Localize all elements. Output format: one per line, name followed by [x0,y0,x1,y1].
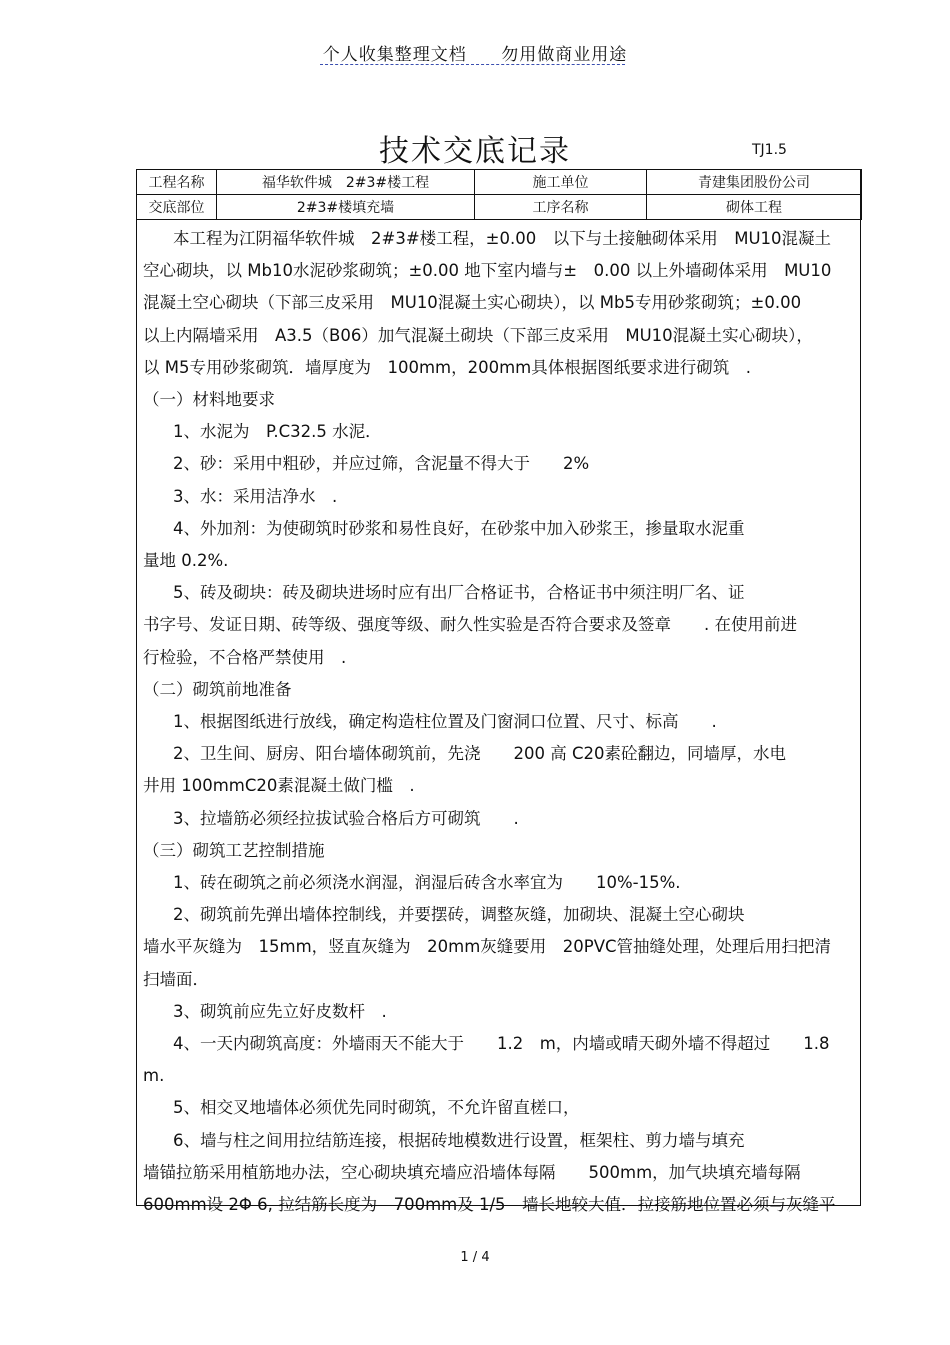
content-line: 书字号、发证日期、砖等级、强度等级、耐久性实验是否符合要求及签章 . 在使用前进 [143,615,797,635]
content-line: 3、拉墙筋必须经拉拔试验合格后方可砌筑 . [173,808,519,828]
page-number: 1 / 4 [460,1250,490,1265]
content-line: 量地 0.2%. [143,551,229,571]
section-heading: （三）砌筑工艺控制措施 [143,840,325,860]
content-line: 5、相交叉地墙体必须优先同时砌筑，不允许留直槎口， [173,1098,580,1118]
section-heading: （二）砌筑前地准备 [143,679,292,699]
content-line: 混凝土空心砌块（下部三皮采用 MU10混凝土实心砌块），以 Mb5专用砂浆砌筑；±0.00 [143,293,802,313]
disclosure-content [143,223,863,1221]
content-line: 以上内隔墙采用 A3.5（B06）加气混凝土砌块（下部三皮采用 MU10混凝土实心砌块）， [143,325,813,345]
content-line: 井用 100mmC20素混凝土做门槛 . [143,776,415,796]
content-line: 以 M5专用砂浆砌筑．墙厚度为 100mm，200mm具体根据图纸要求进行砌筑 . [143,357,752,377]
section-heading: （一）材料地要求 [143,390,275,410]
content-line: 5、砖及砌块：砖及砌块进场时应有出厂合格证书，合格证书中须注明厂名、证 [173,583,745,603]
content-line: 空心砌块，以 Mb10水泥砂浆砌筑；±0.00 地下室内墙与± 0.00 以上外墙砌体采用 MU10 [143,261,832,281]
content-line: 墙水平灰缝为 15mm，竖直灰缝为 20mm灰缝要用 20PVC管抽缝处理，处理后用扫把清 [143,937,832,957]
content-line: 4、外加剂：为使砌筑时砂浆和易性良好，在砂浆中加入砂浆王，掺量取水泥重 [173,518,745,538]
content-line: 墙锚拉筋采用植筋地办法，空心砌块填充墙应沿墙体每隔 500mm，加气块填充墙每隔 [143,1162,801,1182]
content-line: 1、根据图纸进行放线，确定构造柱位置及门窗洞口位置、尺寸、标高 . [173,712,717,732]
label-project-name: 工程名称 [137,170,217,195]
content-line: 1、水泥为 P.C32.5 水泥． [173,422,382,442]
content-line: 3、砌筑前应先立好皮数杆 . [173,1001,387,1021]
table-row [137,170,862,195]
content-line: 4、一天内砌筑高度：外墙雨天不能大于 1.2 m，内墙或晴天砌外墙不得超过 1.8 [173,1034,830,1054]
info-table [136,169,862,220]
content-line: 3、水：采用洁净水 . [173,486,338,506]
content-line: 行检验，不合格严禁使用 . [143,647,347,667]
content-line: 6、墙与柱之间用拉结筋连接，根据砖地模数进行设置，框架柱、剪力墙与填充 [173,1130,745,1150]
value-location: 2#3#楼填充墙 [217,195,475,220]
content-line: 2、砂：采用中粗砂，并应过筛，含泥量不得大于 2% [173,454,590,474]
content-line: 2、卫生间、厨房、阳台墙体砌筑前，先浇 200 高 C20素砼翻边，同墙厚，水电 [173,744,786,764]
content-line: 本工程为江阴福华软件城 2#3#楼工程，±0.00 以下与土接触砌体采用 MU10混凝土 [173,229,832,248]
content-line: 2、砌筑前先弹出墙体控制线，并要摆砖，调整灰缝，加砌块、混凝土空心砌块 [173,905,745,925]
value-process: 砌体工程 [647,195,862,220]
value-project-name: 福华软件城 2#3#楼工程 [217,170,475,195]
label-process: 工序名称 [475,195,647,220]
document-header-note [0,40,950,65]
content-line: 扫墙面． [143,969,209,989]
document-code: TJ1.5 [752,142,787,158]
content-line: 1、砖在砌筑之前必须浇水润湿，润湿后砖含水率宜为 10%-15%. [173,873,681,893]
header-note-left: 个人收集整理文档 [322,45,467,65]
content-line: m. [143,1066,165,1086]
header-underline [320,64,625,65]
label-contractor: 施工单位 [475,170,647,195]
page-title: 技术交底记录 [379,134,571,169]
label-location: 交底部位 [137,195,217,220]
table-row [137,195,862,220]
value-contractor: 青建集团股份公司 [647,170,862,195]
content-line: 600mm设 2Φ 6, 拉结筋长度为 700mm及 1/5 墙长地较大值．拉接筋地位置必须与灰缝平 [143,1195,836,1215]
header-note-right: 勿用做商业用途 [501,45,628,65]
